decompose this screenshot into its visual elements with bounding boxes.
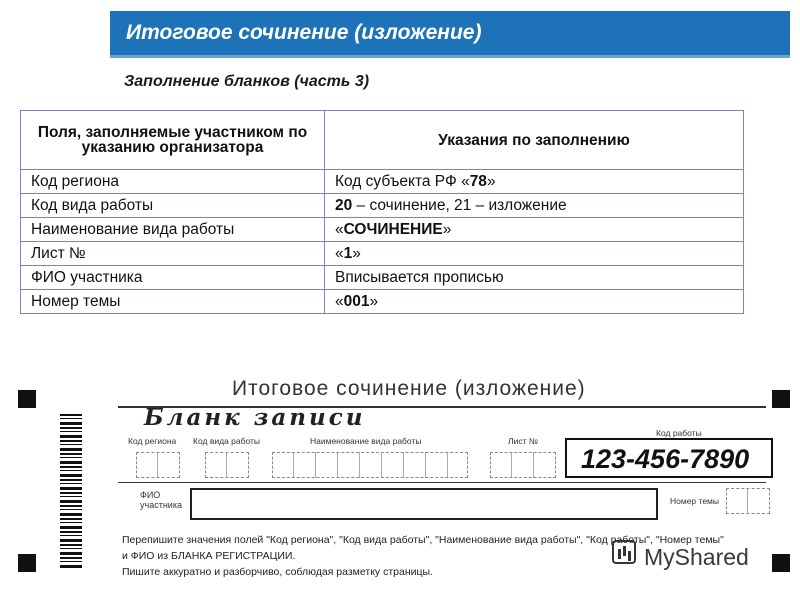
blank-label: Бланк записи	[144, 404, 366, 431]
fio-box	[190, 488, 658, 520]
watermark: MyShared	[644, 544, 749, 570]
label-fio: ФИО участника	[140, 490, 182, 510]
registration-mark	[18, 554, 36, 572]
field-name: Наименование вида работы	[21, 218, 325, 242]
header-instructions: Указания по заполнению	[325, 111, 744, 170]
label-topic-number: Номер темы	[670, 496, 720, 506]
filling-rules-table	[20, 110, 744, 314]
table-row	[21, 266, 744, 290]
registration-mark	[772, 554, 790, 572]
answer-form-image	[0, 368, 800, 600]
field-instruction: «СОЧИНЕНИЕ»	[325, 218, 744, 242]
table-row	[21, 290, 744, 314]
header-fields: Поля, заполняемые участником по указанию организатора	[21, 111, 325, 170]
title-banner	[110, 11, 790, 58]
chart-icon	[612, 540, 636, 564]
form-instructions: Перепишите значения полей "Код региона", "Код вида работы", "Наименование вида работы", "Код работы", "Номер темы" и ФИО из БЛАНКА РЕГИСТРАЦИИ. Пишите аккуратно и разборчиво, соблюдая разметку страницы.	[122, 534, 724, 578]
label-work-code: Код работы	[656, 428, 702, 438]
registration-mark	[18, 390, 36, 408]
work-code-value: 123-456-7890	[581, 444, 750, 474]
table-row	[21, 194, 744, 218]
region-cells	[136, 452, 180, 478]
barcode	[60, 414, 82, 570]
field-instruction: Вписывается прописью	[325, 266, 744, 290]
form-title: Итоговое сочинение (изложение)	[232, 377, 586, 400]
section-subtitle: Заполнение бланков (часть 3)	[124, 73, 370, 90]
field-name: Номер темы	[21, 290, 325, 314]
field-instruction: 20 – сочинение, 21 – изложение	[325, 194, 744, 218]
divider	[118, 482, 766, 483]
field-instruction: Код субъекта РФ «78»	[325, 170, 744, 194]
work-type-cells	[205, 452, 249, 478]
label-work-name: Наименование вида работы	[310, 436, 422, 446]
field-instruction: «1»	[325, 242, 744, 266]
table-row	[21, 170, 744, 194]
registration-mark	[772, 390, 790, 408]
field-name: Лист №	[21, 242, 325, 266]
work-name-cells	[272, 452, 468, 478]
field-instruction: «001»	[325, 290, 744, 314]
topic-cells	[726, 488, 770, 514]
page-title: Итоговое сочинение (изложение)	[126, 21, 482, 44]
label-work-type: Код вида работы	[193, 436, 260, 446]
work-code-box	[565, 438, 773, 478]
field-name: Код региона	[21, 170, 325, 194]
field-name: ФИО участника	[21, 266, 325, 290]
sheet-cells	[490, 452, 556, 478]
label-sheet: Лист №	[508, 436, 538, 446]
table-row	[21, 218, 744, 242]
label-region: Код региона	[128, 436, 177, 446]
field-name: Код вида работы	[21, 194, 325, 218]
table-header-row	[21, 111, 744, 170]
table-row	[21, 242, 744, 266]
